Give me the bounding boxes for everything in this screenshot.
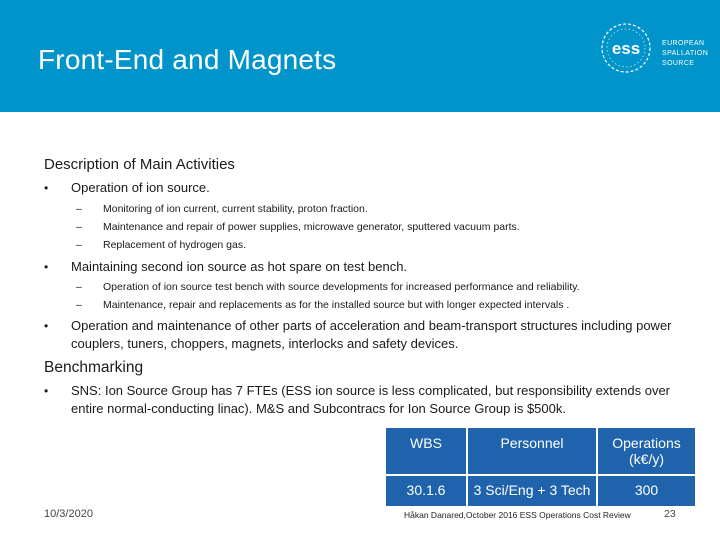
activity-text: Operation of ion source.: [71, 180, 210, 195]
header-personnel: Personnel: [468, 428, 596, 474]
header-operations: Operations (k€/y): [598, 428, 695, 474]
sub-text: Maintenance, repair and replacements as for the installed source but with longer expected intervals .: [103, 299, 570, 311]
header-wbs: WBS: [386, 428, 466, 474]
slide-title: Front-End and Magnets: [38, 44, 337, 75]
bullet-icon: •: [44, 260, 49, 274]
benchmarking-heading: Benchmarking: [44, 359, 144, 376]
footer-credit: Håkan Danared,October 2016 ESS Operations Cost Review: [404, 510, 631, 520]
dash-icon: –: [76, 239, 82, 251]
sub-text: Maintenance and repair of power supplies, microwave generator, sputtered vacuum parts.: [103, 221, 520, 233]
dash-icon: –: [76, 203, 82, 215]
cell-operations: 300: [598, 476, 695, 506]
footer-date: 10/3/2020: [44, 508, 93, 520]
logo-line-2: SPALLATION: [662, 50, 709, 57]
cell-wbs: 30.1.6: [386, 476, 466, 506]
table-row: [386, 476, 695, 506]
logo-line-3: SOURCE: [662, 60, 695, 67]
cost-table: [384, 426, 697, 508]
dash-icon: –: [76, 299, 82, 311]
bullet-icon: •: [44, 181, 49, 195]
activity-text: Operation and maintenance of other parts of acceleration and beam-transport structures including power couplers, tuners, choppers, magnets, interlocks and safety devices.: [71, 318, 672, 351]
dash-icon: –: [76, 281, 82, 293]
logo-line-1: EUROPEAN: [662, 40, 705, 47]
sub-text: Monitoring of ion current, current stability, proton fraction.: [103, 203, 368, 215]
activities-heading: Description of Main Activities: [44, 156, 235, 173]
header-banner: [0, 0, 720, 112]
page-number: 23: [664, 508, 676, 520]
sub-text: Replacement of hydrogen gas.: [103, 239, 247, 251]
ess-logo: [594, 20, 714, 76]
ess-logo-icon: [594, 20, 658, 76]
sub-text: Operation of ion source test bench with source developments for increased performance and reliability.: [103, 281, 580, 293]
activity-text: Maintaining second ion source as hot spare on test bench.: [71, 259, 408, 274]
benchmark-text: SNS: Ion Source Group has 7 FTEs (ESS ion source is less complicated, but responsibility extends over entire normal-conducting linac). M&S and Subcontracs for Ion Source Group is $500k.: [71, 383, 670, 416]
bullet-icon: •: [44, 319, 49, 333]
cell-personnel: 3 Sci/Eng + 3 Tech: [468, 476, 596, 506]
bullet-icon: •: [44, 384, 49, 398]
table-header-row: [386, 428, 695, 474]
dash-icon: –: [76, 221, 82, 233]
logo-mark: ess: [611, 39, 641, 58]
